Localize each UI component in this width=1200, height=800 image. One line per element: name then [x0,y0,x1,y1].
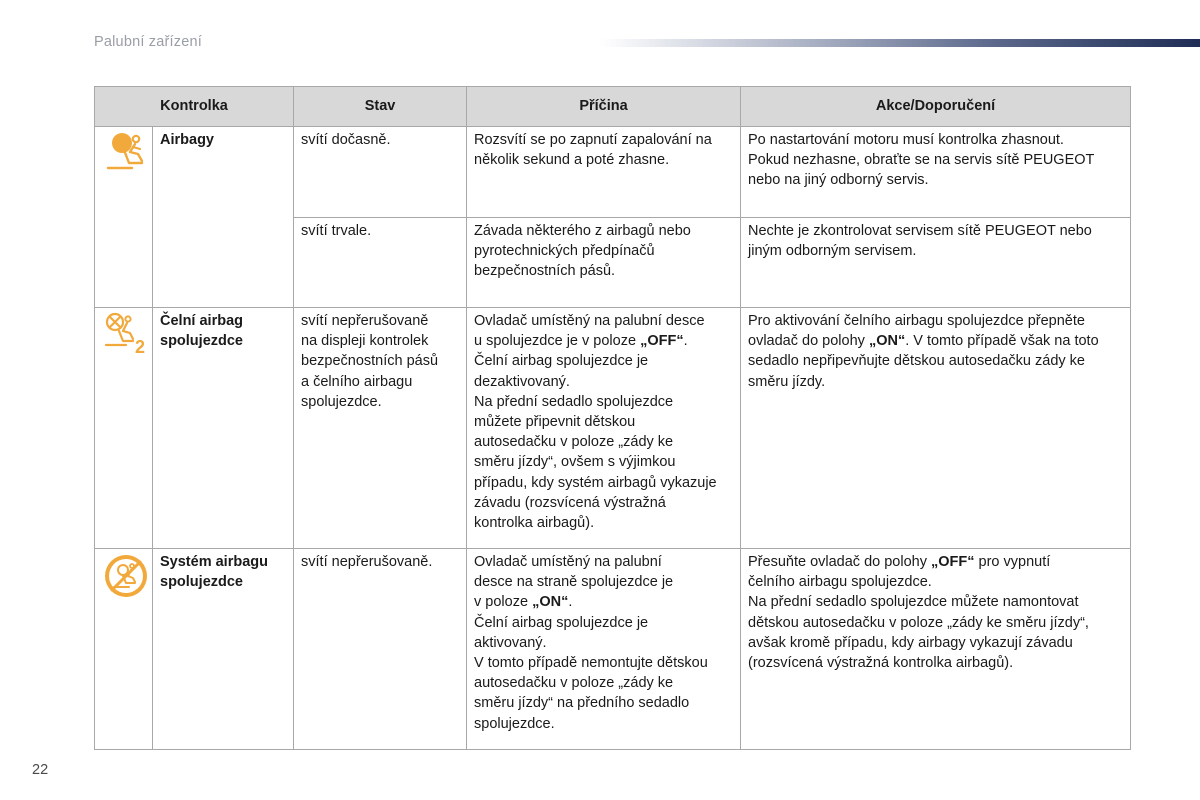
pricina-cell: Závada některého z airbagů nebo pyrotechnických předpínačů bezpečnostních pásů. [467,218,741,308]
icon-cell [95,308,153,549]
header-pricina: Příčina [467,87,741,127]
warning-lights-table [94,86,1131,750]
switch-position-label: „ON“ [868,333,906,350]
light-name: Systém airbagu spolujezdce [153,549,294,750]
stav-cell: svítí trvale. [294,218,467,308]
akce-cell: Pro aktivování čelního airbagu spolujezdce přepněte ovladač do polohy „ON“. V tomto případě však na toto sedadlo nepřipevňujte dětskou autosedačku zády ke směru jízdy. [741,308,1131,549]
pricina-cell: Rozsvítí se po zapnutí zapalování na několik sekund a poté zhasne. [467,127,741,218]
akce-cell: Po nastartování motoru musí kontrolka zhasnout. Pokud nezhasne, obraťte se na servis sítě PEUGEOT nebo na jiný odborný servis. [741,127,1131,218]
light-name: Airbagy [153,127,294,218]
header-kontrolka: Kontrolka [95,87,294,127]
page-number: 22 [32,762,49,778]
switch-position-label: „ON“ [532,594,569,611]
akce-cell: Přesuňte ovladač do polohy „OFF“ pro vypnutí čelního airbagu spolujezdce. Na přední sedadlo spolujezdce můžete namontovat dětskou autosedačku v poloze „zády ke směru jízdy“, avšak kromě případu, kdy airbagy vykazují závadu (rozsvícená výstražná kontrolka airbagů). [741,549,1131,750]
table-row [95,127,1131,218]
switch-position-label: „OFF“ [640,333,684,350]
airbag-warning-icon [102,130,150,184]
table-row [95,308,1131,549]
pricina-cell: Ovladač umístěný na palubní desce u spolujezdce je v poloze „OFF“. Čelní airbag spolujezdce je dezaktivovaný. Na přední sedadlo spolujezdce můžete připevnit dětskou autosedačku v poloze „zády ke směru jízdy“, ovšem s výjimkou případu, kdy systém airbagů vykazuje závadu (rozsvícená výstražná kontrolka airbagů). [467,308,741,549]
header-stav: Stav [294,87,467,127]
icon-cell [95,127,153,218]
switch-position-label: „OFF“ [931,554,975,570]
passenger-airbag-system-off-icon [102,552,150,606]
header-akce: Akce/Doporučení [741,87,1131,127]
pricina-cell: Ovladač umístěný na palubní desce na straně spolujezdce je v poloze „ON“. Čelní airbag spolujezdce je aktivovaný. V tomto případě nemontujte dětskou autosedačku v poloze „zády ke směru jízdy“ na předního sedadlo spolujezdce. [467,549,741,750]
header-gradient-bar [600,39,1200,47]
stav-cell: svítí dočasně. [294,127,467,218]
icon-cell [95,549,153,750]
icon-cell [95,218,153,308]
table-row [95,549,1131,750]
section-title: Palubní zařízení [94,34,202,50]
table-row [95,218,1131,308]
stav-cell: svítí nepřerušovaně. [294,549,467,750]
table-header-row [95,87,1131,127]
stav-cell: svítí nepřerušovaně na displeji kontrolek bezpečnostních pásů a čelního airbagu spolujezdce. [294,308,467,549]
akce-cell: Nechte je zkontrolovat servisem sítě PEUGEOT nebo jiným odborným servisem. [741,218,1131,308]
light-name [153,218,294,308]
light-name: Čelní airbag spolujezdce [153,308,294,549]
svg-text:2: 2 [135,337,146,357]
passenger-airbag-off-icon [102,311,150,365]
